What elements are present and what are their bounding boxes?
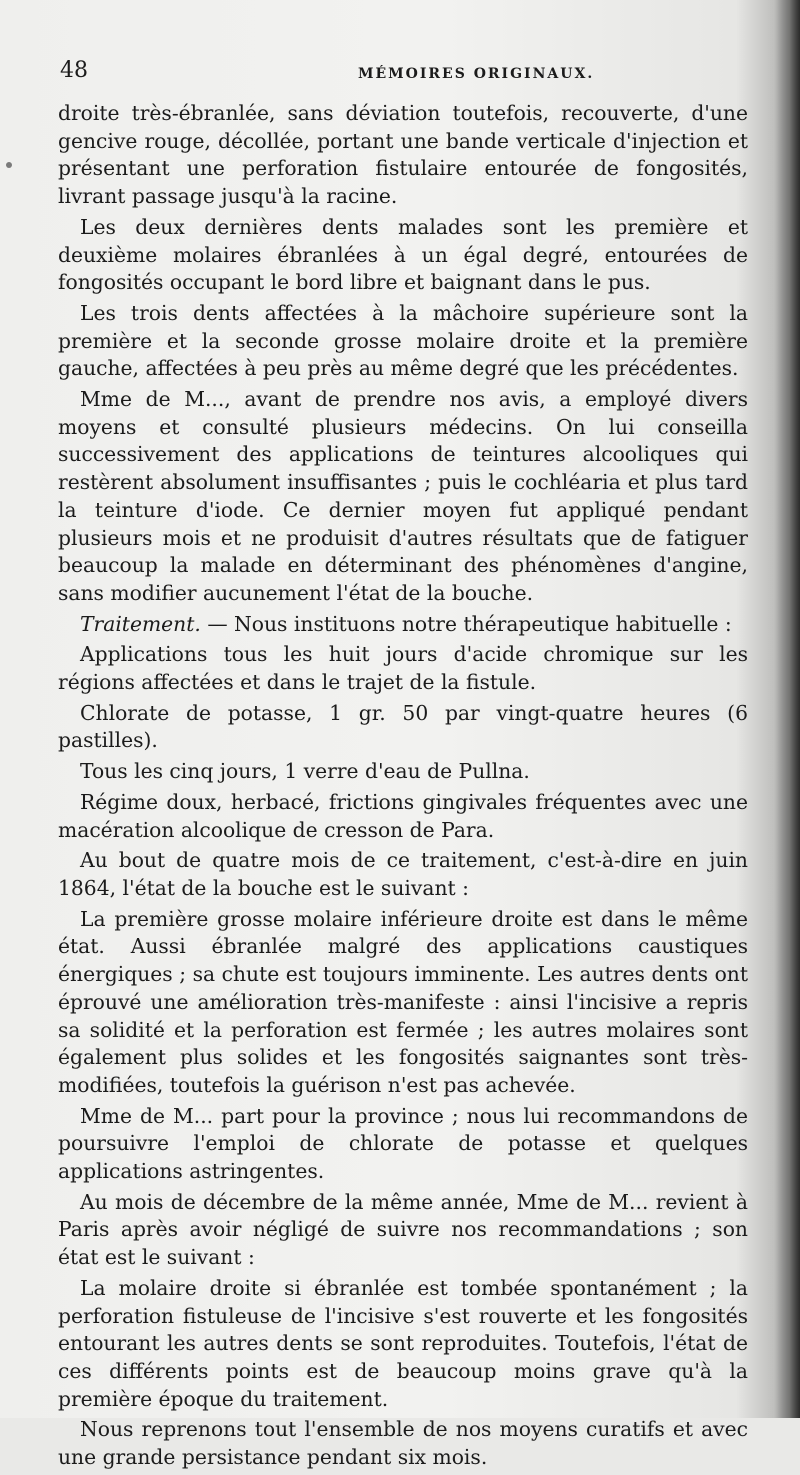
paragraph: Mme de M... part pour la province ; nous lui recommandons de poursuivre l'emploi de chlorate de potasse et quelques applications astringentes. [58, 1103, 748, 1184]
page-header [58, 58, 742, 94]
paragraph: Régime doux, herbacé, frictions gingivales fréquentes avec une macération alcoolique de cresson de Para. [58, 789, 748, 842]
paragraph: Les deux dernières dents malades sont les première et deuxième molaires ébranlées à un égal degré, entourées de fongosités occupant le bord libre et baignant dans le pus. [58, 214, 748, 295]
book-spine-shadow [774, 0, 800, 1418]
paragraph: Au mois de décembre de la même année, Mme de M... revient à Paris après avoir négligé de suivre nos recommandations ; son état est le suivant : [58, 1189, 748, 1270]
traitement-label: Traitement. [80, 611, 201, 636]
paragraph: Mme de M..., avant de prendre nos avis, a employé divers moyens et consulté plusieurs médecins. On lui conseilla successivement des applications de teintures alcooliques qui restèrent absolument insuffisantes ; puis le cochléaria et plus tard la teinture d'iode. Ce dernier moyen fut appliqué pendant plusieurs mois et ne produisit d'autres résultats que de fatiguer beaucoup la malade en déterminant des phénomènes d'angine, sans modifier aucunement l'état de la bouche. [58, 387, 748, 605]
paragraph: Les trois dents affectées à la mâchoire supérieure sont la première et la seconde grosse molaire droite et la première gauche, affectées à peu près au même degré que les précédentes. [58, 300, 748, 381]
body-text [58, 100, 748, 1475]
traitement-text: — Nous instituons notre thérapeutique habituelle : [207, 611, 732, 636]
margin-dot [6, 162, 12, 168]
paragraph: Applications tous les huit jours d'acide chromique sur les régions affectées et dans le trajet de la fistule. [58, 642, 748, 695]
paragraph: Nous reprenons tout l'ensemble de nos moyens curatifs et avec une grande persistance pendant six mois. [58, 1417, 748, 1470]
paragraph: Chlorate de potasse, 1 gr. 50 par vingt-quatre heures (6 pastilles). [58, 700, 748, 753]
paragraph: droite très-ébranlée, sans déviation toutefois, recouverte, d'une gencive rouge, décollée, portant une bande verticale d'injection et présentant une perforation fistulaire entourée de fongosités, livrant passage jusqu'à la racine. [58, 101, 748, 209]
paragraph-traitement [58, 611, 748, 639]
paragraph: Tous les cinq jours, 1 verre d'eau de Pullna. [80, 759, 530, 784]
paragraph: La première grosse molaire inférieure droite est dans le même état. Aussi ébranlée malgré des applications caustiques énergiques ; sa chute est toujours imminente. Les autres dents ont éprouvé une amélioration très-manifeste : ainsi l'incisive a repris sa solidité et la perforation est fermée ; les autres molaires sont également plus solides et les fongosités saignantes sont très-modifiées, toutefois la guérison n'est pas achevée. [58, 906, 748, 1097]
paragraph: Au bout de quatre mois de ce traitement, c'est-à-dire en juin 1864, l'état de la bouche est le suivant : [58, 848, 748, 900]
paragraph: La molaire droite si ébranlée est tombée spontanément ; la perforation fistuleuse de l'incisive s'est rouverte et les fongosités entourant les autres dents se sont reproduites. Toutefois, l'état de ces différents points est de beaucoup moins grave qu'à la première époque du traitement. [58, 1275, 748, 1411]
running-head: MÉMOIRES ORIGINAUX. [358, 66, 595, 82]
page-number: 48 [60, 58, 88, 83]
